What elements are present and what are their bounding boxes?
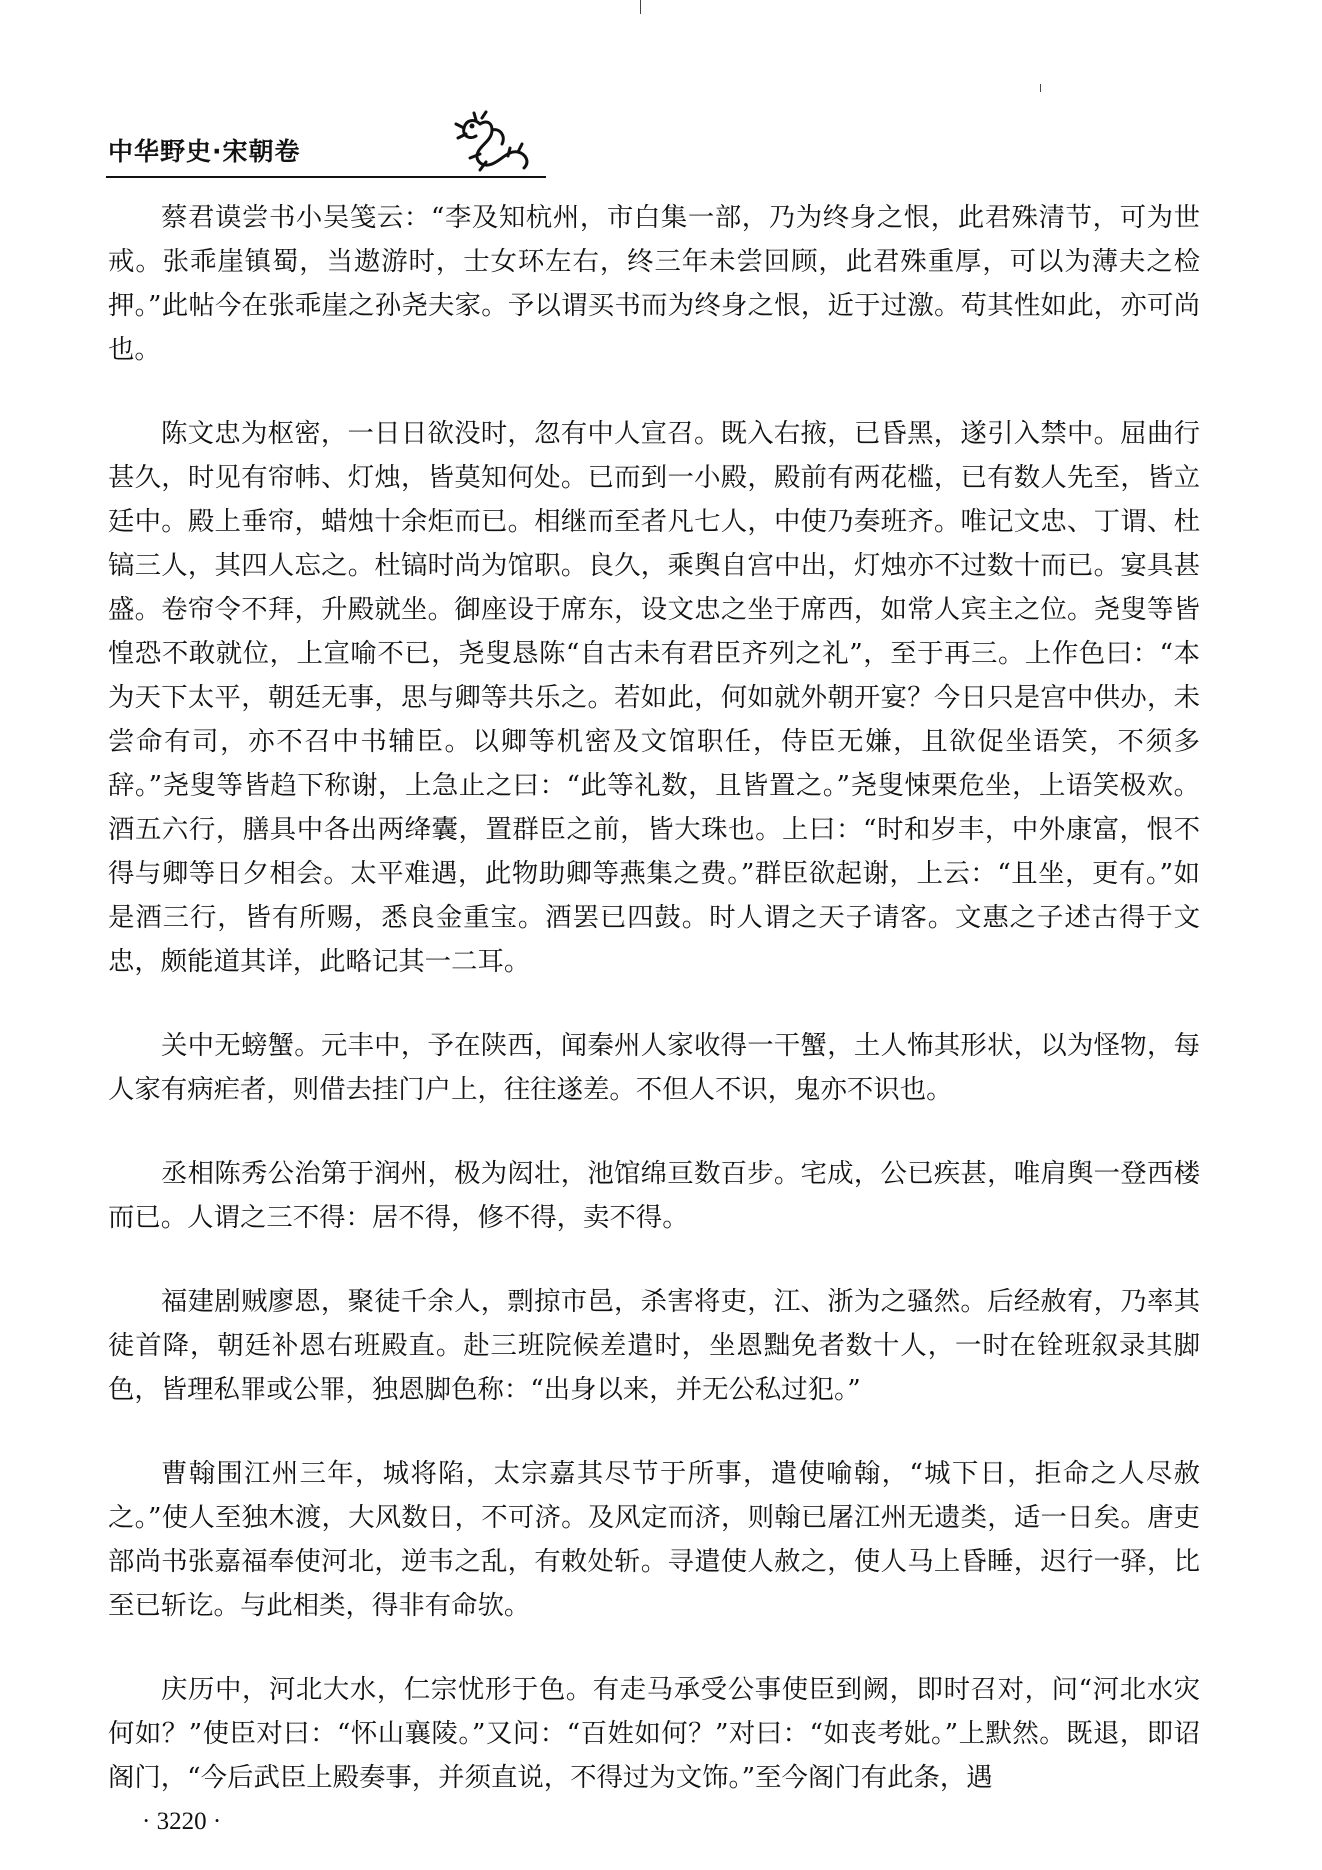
paragraph-4: 丞相陈秀公治第于润州，极为闳壮，池馆绵亘数百步。宅成，公已疾甚，唯肩舆一登西楼而已。人谓之三不得：居不得，修不得，卖不得。 [108, 1158, 1200, 1233]
paragraph-2: 陈文忠为枢密，一日日欲没时，忽有中人宣召。既入右掖，已昏黑，遂引入禁中。屈曲行甚久，时见有帘帏、灯烛，皆莫知何处。已而到一小殿，殿前有两花槛，已有数人先至，皆立廷中。殿上垂帘，蜡烛十余炬而已。相继而至者凡七人，中使乃奏班齐。唯记文忠、丁谓、杜镐三人，其四人忘之。杜镐时尚为馆职。良久，乘舆自宫中出，灯烛亦不过数十而已。宴具甚盛。卷帘令不拜，升殿就坐。御座设于席东，设文忠之坐于席西，如常人宾主之位。尧叟等皆惶恐不敢就位，上宣喻不已，尧叟恳陈“自古未有君臣齐列之礼”，至于再三。上作色曰：“本为天下太平，朝廷无事，思与卿等共乐之。若如此，何如就外朝开宴？今日只是宫中供办，未尝命有司，亦不召中书辅臣。以卿等机密及文馆职任，侍臣无嫌，且欲促坐语笑，不须多辞。”尧叟等皆趋下称谢，上急止之曰：“此等礼数，且皆置之。”尧叟悚栗危坐，上语笑极欢。酒五六行，膳具中各出两绛囊，置群臣之前，皆大珠也。上曰：“时和岁丰，中外康富，恨不得与卿等日夕相会。太平难遇，此物助卿等燕集之费。”群臣欲起谢，上云：“且坐，更有。”如是酒三行，皆有所赐，悉良金重宝。酒罢已四鼓。时人谓之天子请客。文惠之子述古得于文忠，颇能道其详，此略记其一二耳。 [108, 418, 1200, 977]
paragraph-1: 蔡君谟尝书小吴笺云：“李及知杭州，市白集一部，乃为终身之恨，此君殊清节，可为世戒。张乖崖镇蜀，当遨游时，士女环左右，终三年未尝回顾，此君殊重厚，可以为薄夫之检押。”此帖今在张乖崖之孙尧夫家。予以谓买书而为终身之恨，近于过激。苟其性如此，亦可尚也。 [108, 202, 1200, 365]
dragon-icon [452, 110, 538, 174]
paragraph-5: 福建剧贼廖恩，聚徒千余人，剽掠市邑，杀害将吏，江、浙为之骚然。后经赦宥，乃率其徒首降，朝廷补恩右班殿直。赴三班院候差遣时，坐恩黜免者数十人，一时在铨班叙录其脚色，皆理私罪或公罪，独恩脚色称：“出身以来，并无公私过犯。” [108, 1286, 1200, 1405]
paragraph-3: 关中无螃蟹。元丰中，予在陕西，闻秦州人家收得一干蟹，土人怖其形状，以为怪物，每人家有病疟者，则借去挂门户上，往往遂差。不但人不识，鬼亦不识也。 [108, 1030, 1200, 1105]
header-title: 中华野史·宋朝卷 [108, 137, 301, 166]
running-header [106, 110, 558, 180]
header-rule [106, 176, 546, 178]
paragraph-7: 庆历中，河北大水，仁宗忧形于色。有走马承受公事使臣到阙，即时召对，问“河北水灾何如？”使臣对曰：“怀山襄陵。”又问：“百姓如何？”对曰：“如丧考妣。”上默然。既退，即诏阁门，“今后武臣上殿奏事，并须直说，不得过为文饰。”至今阁门有此条，遇 [108, 1674, 1200, 1793]
body-text [108, 196, 1200, 1800]
scan-mark-right [1040, 84, 1041, 92]
page-number: · 3220 · [142, 1808, 222, 1835]
scan-mark-top [640, 0, 641, 14]
paragraph-6: 曹翰围江州三年，城将陷，太宗嘉其尽节于所事，遣使喻翰，“城下日，拒命之人尽赦之。”使人至独木渡，大风数日，不可济。及风定而济，则翰已屠江州无遗类，适一日矣。唐吏部尚书张嘉福奉使河北，逆韦之乱，有敕处斩。寻遣使人赦之，使人马上昏睡，迟行一驿，比至已斩讫。与此相类，得非有命欤。 [108, 1458, 1200, 1621]
